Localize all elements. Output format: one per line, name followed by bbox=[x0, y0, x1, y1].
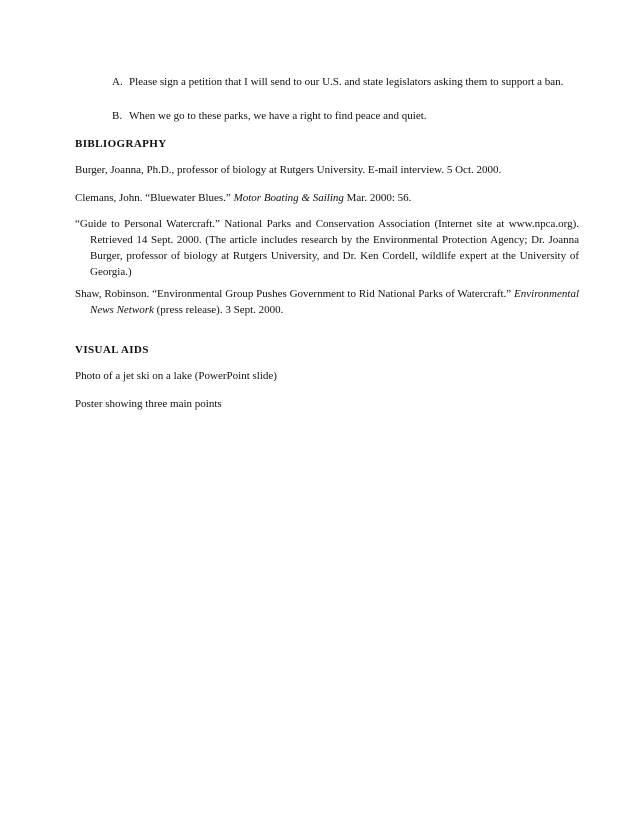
list-item-a bbox=[112, 74, 564, 90]
visual-aid-item: Poster showing three main points bbox=[75, 398, 222, 410]
list-item-text: When we go to these parks, we have a right to find peace and quiet. bbox=[129, 110, 427, 122]
bibliography-entry: “Guide to Personal Watercraft.” National Parks and Conservation Association (Internet site at www.npca.org). Retrieved 14 Sept. 2000. (The article includes research by the Environmental Protection Agency; Dr. Joanna Burger, professor of biology at Rutgers University, and Dr. Ken Cordell, wildlife expert at the University of Georgia.) bbox=[75, 218, 579, 278]
list-marker: A. bbox=[112, 76, 123, 88]
list-item-text: Please sign a petition that I will send to our U.S. and state legislators asking them to support a ban. bbox=[129, 76, 564, 88]
publication-title: Environmental News Network bbox=[90, 288, 579, 316]
bibliography-heading: BIBLIOGRAPHY bbox=[75, 138, 167, 150]
citation-text: Mar. 2000: 56. bbox=[343, 192, 412, 204]
bibliography-entry bbox=[75, 286, 579, 318]
publication-title: Motor Boating & Sailing bbox=[233, 192, 344, 204]
visual-aids-heading: VISUAL AIDS bbox=[75, 344, 149, 356]
visual-aid-item: Photo of a jet ski on a lake (PowerPoint slide) bbox=[75, 370, 277, 382]
bibliography-entry: Burger, Joanna, Ph.D., professor of biology at Rutgers University. E-mail interview. 5 Oct. 2000. bbox=[75, 164, 502, 176]
list-item-b bbox=[112, 108, 564, 124]
citation-text: (press release). 3 Sept. 2000. bbox=[153, 304, 284, 316]
bibliography-entry bbox=[75, 190, 564, 206]
citation-text: Clemans, John. “Bluewater Blues.” bbox=[75, 192, 234, 204]
list-marker: B. bbox=[112, 110, 123, 122]
citation-text: Shaw, Robinson. “Environmental Group Pushes Government to Rid National Parks of Watercraft.” bbox=[75, 288, 515, 300]
